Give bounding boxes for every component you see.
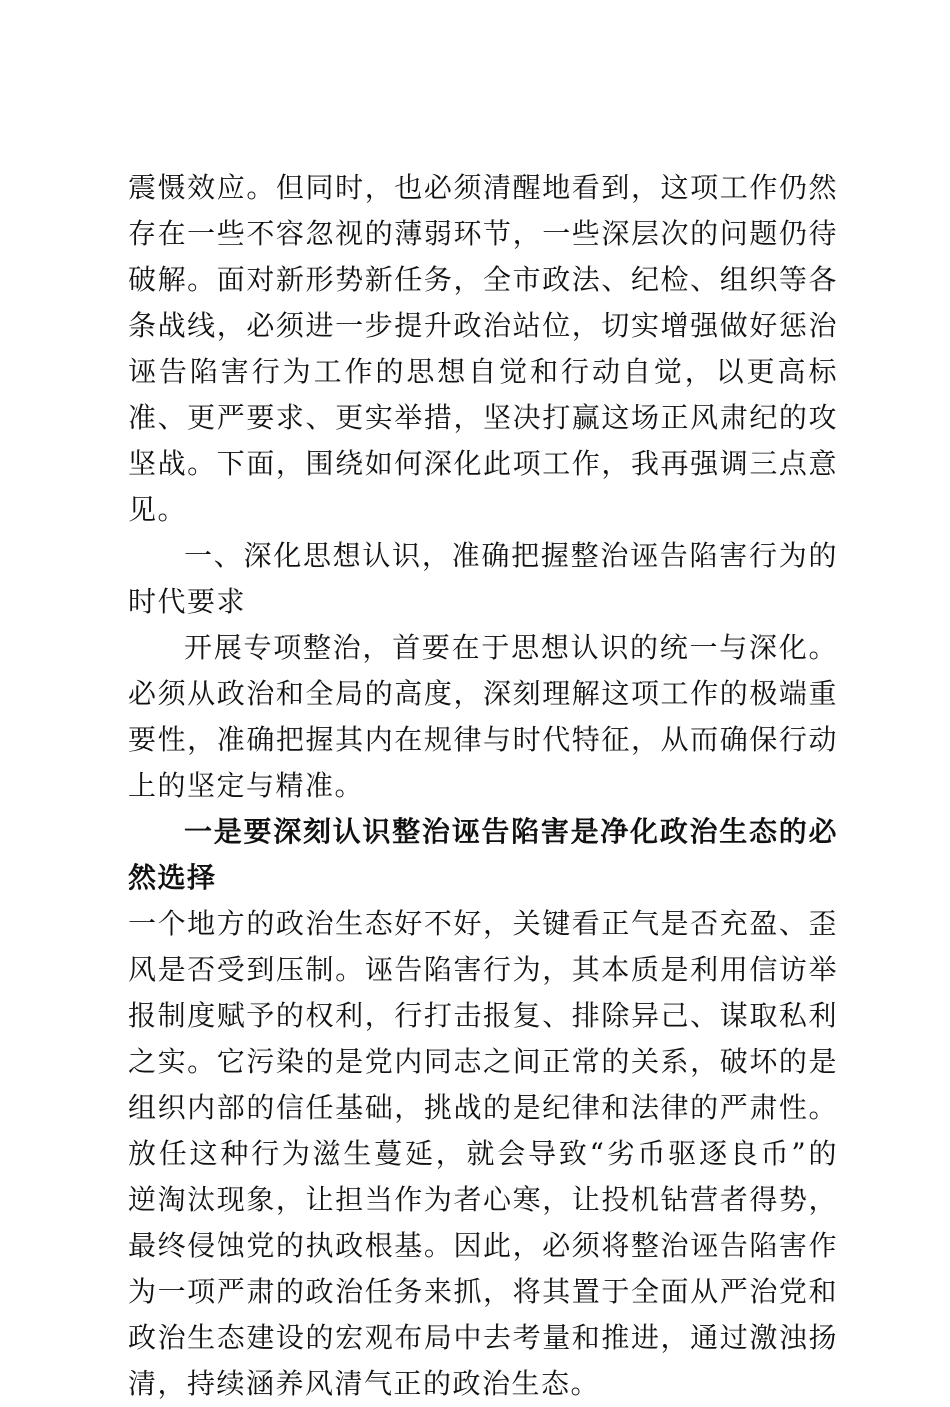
paragraph-point-one [128,809,838,1407]
point-one-body: 一个地方的政治生态好不好，关键看正气是否充盈、歪风是否受到压制。诬告陷害行为，其本质是利用信访举报制度赋予的权利，行打击报复、排除异己、谋取私利之实。它污染的是党内同志之间正常的关系，破坏的是组织内部的信任基础，挑战的是纪律和法律的严肃性。放任这种行为滋生蔓延，就会导致“劣币驱逐良币”的逆淘汰现象，让担当作为者心寒，让投机钻营者得势，最终侵蚀党的执政根基。因此，必须将整治诬告陷害作为一项严肃的政治任务来抓，将其置于全面从严治党和政治生态建设的宏观布局中去考量和推进，通过激浊扬清，持续涵养风清气正的政治生态。 [128,907,838,1400]
document-body [128,165,838,1407]
paragraph-section-intro: 开展专项整治，首要在于思想认识的统一与深化。必须从政治和全局的高度，深刻理解这项工作的极端重要性，准确把握其内在规律与时代特征，从而确保行动上的坚定与精准。 [128,631,838,802]
paragraph-continuation: 震慑效应。但同时，也必须清醒地看到，这项工作仍然存在一些不容忽视的薄弱环节，一些深层次的问题仍待破解。面对新形势新任务，全市政法、纪检、组织等各条战线，必须进一步提升政治站位，切实增强做好惩治诬告陷害行为工作的思想自觉和行动自觉，以更高标准、更严要求、更实举措，坚决打赢这场正风肃纪的攻坚战。下面，围绕如何深化此项工作，我再强调三点意见。 [128,171,838,526]
section-heading-one: 一、深化思想认识，准确把握整治诬告陷害行为的时代要求 [128,539,838,618]
point-one-lead: 一是要深刻认识整治诬告陷害是净化政治生态的必然选择 [128,815,838,894]
